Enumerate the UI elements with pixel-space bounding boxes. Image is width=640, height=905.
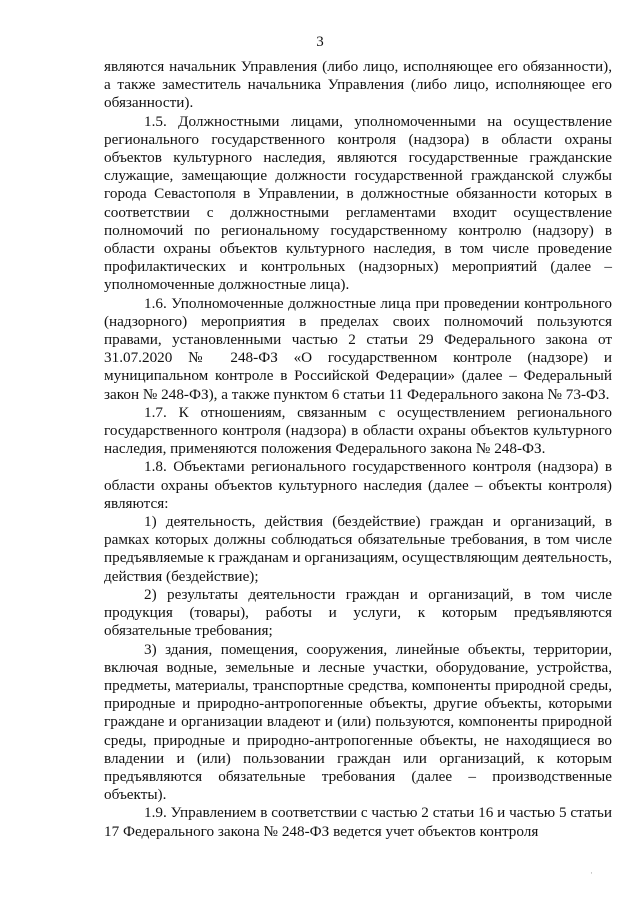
- scan-speck: ·: [590, 868, 593, 878]
- paragraph-1-5: 1.5. Должностными лицами, уполномоченными на осуществление регионального государственного контроля (надзора) в области охраны объектов культурного наследия, являются государственные гражданские служащие, замещающие должности государственной гражданской службы города Севастополя в Управлении, в должностные обязанности которых в соответствии с должностными регламентами входит осуществление полномочий по региональному государственному контролю (надзору) в области охраны объектов культурного наследия, в том числе проведение профилактических и контрольных (надзорных) мероприятий (далее – уполномоченные должностные лица).: [104, 112, 612, 294]
- page-number: 3: [316, 34, 324, 50]
- list-item-1: 1) деятельность, действия (бездействие) граждан и организаций, в рамках которых должны соблюдаться обязательные требования, в том числе предъявляемые к гражданам и организациям, осуществляющим деятельность, действия (бездействие);: [104, 513, 612, 585]
- paragraph-continuation: являются начальник Управления (либо лицо, исполняющее его обязанности), а также заместитель начальника Управления (либо лицо, исполняющее его обязанности).: [104, 58, 612, 112]
- list-item-3: 3) здания, помещения, сооружения, линейные объекты, территории, включая водные, земельные и лесные участки, оборудование, устройства, предметы, материалы, транспортные средства, компоненты природной среды, природные и природно-антропогенные объекты, другие объекты, которыми граждане и организации владеют и (или) пользуются, компоненты природной среды, природные и природно-антропогенные объекты, не находящиеся во владении и (или) пользовании граждан или организаций, к которым предъявляются обязательные требования (далее – производственные объекты).: [104, 640, 612, 804]
- paragraph-1-9: 1.9. Управлением в соответствии с частью 2 статьи 16 и частью 5 статьи 17 Федерального закона № 248-ФЗ ведется учет объектов контроля: [104, 804, 612, 840]
- paragraph-1-6: 1.6. Уполномоченные должностные лица при проведении контрольного (надзорного) мероприятия в пределах своих полномочий пользуются правами, установленными частью 2 статьи 29 Федерального закона от 31.07.2020 № 248-ФЗ «О государственном контроле (надзоре) и муниципальном контроле в Российской Федерации» (далее – Федеральный закон № 248-ФЗ), а также пунктом 6 статьи 11 Федерального закона № 73-ФЗ.: [104, 294, 612, 403]
- document-body: [104, 58, 612, 841]
- paragraph-1-7: 1.7. К отношениям, связанным с осуществлением регионального государственного контроля (надзора) в области охраны объектов культурного наследия, применяются положения Федерального закона № 248-ФЗ.: [104, 403, 612, 458]
- paragraph-1-8: 1.8. Объектами регионального государственного контроля (надзора) в области охраны объектов культурного наследия (далее – объекты контроля) являются:: [104, 458, 612, 512]
- list-item-2: 2) результаты деятельности граждан и организаций, в том числе продукция (товары), работы и услуги, к которым предъявляются обязательные требования;: [104, 585, 612, 640]
